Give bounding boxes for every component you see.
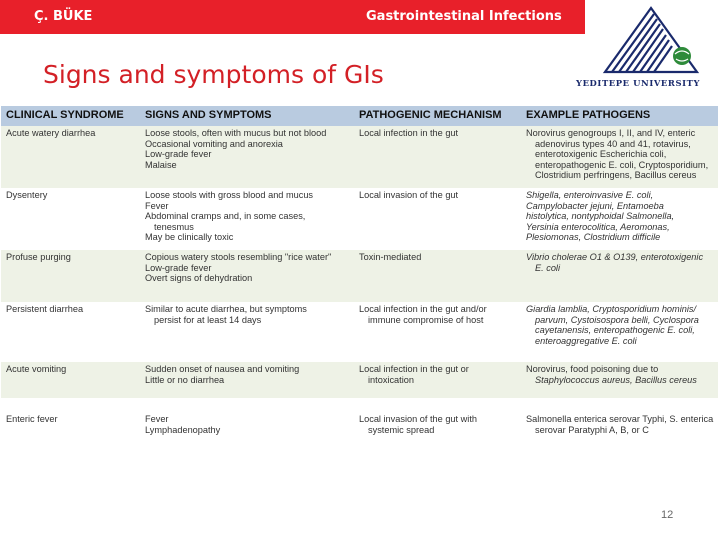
pathogens-cell (526, 128, 718, 181)
pathogens-cell (526, 364, 718, 385)
cell-line: Occasional vomiting and anorexia (145, 138, 283, 149)
cell-line: Plesiomonas, Clostridium difficile (526, 232, 661, 243)
cell-line: Loose stools, often with mucus but not blood (145, 128, 327, 138)
cell-line: Persistent diarrhea (6, 304, 84, 314)
header-pathogenic-mechanism: PATHOGENIC MECHANISM (359, 109, 502, 121)
table-row (1, 362, 718, 398)
globe-icon (673, 47, 691, 65)
cell-line: Local infection in the gut and/or (359, 304, 487, 314)
cell-line: Toxin-mediated (359, 252, 422, 262)
table-row (1, 250, 718, 302)
cell-line: enteroaggregative E. coli (535, 335, 637, 346)
logo-text: YEDITEPE UNIVERSITY (576, 78, 701, 88)
cell-line: Local infection in the gut or (359, 364, 469, 374)
mechanism-cell (359, 128, 519, 139)
syndrome-cell (6, 364, 142, 375)
syndrome-cell (6, 252, 142, 263)
cell-line: Shigella, enteroinvasive E. coli, (526, 190, 654, 200)
cell-line: Abdominal cramps and, in some cases, (145, 211, 306, 222)
signs-cell (145, 304, 355, 325)
table-row (1, 126, 718, 188)
cell-line: Sudden onset of nausea and vomiting (145, 364, 300, 374)
author-label: Ç. BÜKE (34, 9, 93, 24)
header-signs-symptoms: SIGNS AND SYMPTOMS (145, 109, 272, 121)
slide-title: Signs and symptoms of GIs (43, 60, 384, 89)
table-row (1, 412, 718, 442)
cell-line: Malaise (145, 159, 177, 170)
table-row (1, 188, 718, 250)
cell-line: Acute watery diarrhea (6, 128, 96, 138)
cell-line: Fever (145, 200, 169, 211)
cell-line: Overt signs of dehydration (145, 273, 253, 284)
cell-line: Campylobacter jejuni, Entamoeba (526, 200, 664, 211)
cell-line: Giardia lamblia, Cryptosporidium hominis/ (526, 304, 697, 314)
cell-line: Clostridium perfringens, Bacillus cereus (535, 170, 697, 181)
cell-line: Loose stools with gross blood and mucus (145, 190, 314, 200)
table-header (1, 106, 718, 126)
syndrome-cell (6, 190, 142, 201)
cell-line: Similar to acute diarrhea, but symptoms (145, 304, 307, 314)
cell-line: enteropathogenic E. coli, Cryptosporidium, (535, 159, 709, 170)
signs-cell (145, 414, 355, 435)
syndrome-cell (6, 128, 142, 139)
pathogens-cell (526, 190, 718, 243)
cell-line: Low-grade fever (145, 149, 212, 160)
cell-line: Dysentery (6, 190, 48, 200)
cell-line: intoxication (368, 374, 414, 385)
cell-line: persist for at least 14 days (154, 314, 262, 325)
cell-line: Fever (145, 414, 169, 424)
page-number: 12 (661, 509, 674, 521)
cell-line: tenesmus (154, 221, 194, 232)
signs-cell (145, 128, 355, 170)
cell-line: cayetanensis, enteropathogenic E. coli, (535, 325, 695, 336)
pathogens-cell (526, 304, 718, 346)
syndrome-cell (6, 414, 142, 425)
course-title: Gastrointestinal Infections (366, 9, 562, 24)
cell-line: enterotoxigenic Escherichia coli, (535, 149, 667, 160)
signs-cell (145, 252, 355, 284)
cell-line: Staphylococcus aureus, Bacillus cereus (535, 374, 697, 385)
cell-line: Little or no diarrhea (145, 374, 225, 385)
cell-line: Yersinia enterocolitica, Aeromonas, (526, 221, 670, 232)
table-row (1, 302, 718, 362)
cell-line: Salmonella enterica serovar Typhi, S. enterica (526, 414, 714, 424)
cell-line: serovar Paratyphi A, B, or C (535, 424, 649, 435)
mechanism-cell (359, 304, 519, 325)
signs-cell (145, 364, 355, 385)
cell-line: May be clinically toxic (145, 232, 234, 243)
cell-line: Local infection in the gut (359, 128, 459, 138)
cell-line: systemic spread (368, 424, 435, 435)
cell-line: Vibrio cholerae O1 & O139, enterotoxigenic (526, 252, 704, 262)
cell-line: Profuse purging (6, 252, 71, 262)
cell-line: parvum, Cystoisospora belli, Cyclospora (535, 314, 699, 325)
cell-line: adenovirus types 40 and 41, rotavirus, (535, 138, 691, 149)
mechanism-cell (359, 252, 519, 263)
cell-line: histolytica, nontyphoidal Salmonella, (526, 211, 675, 222)
cell-line: Lymphadenopathy (145, 424, 221, 435)
cell-line: Local invasion of the gut with (359, 414, 477, 424)
mechanism-cell (359, 364, 519, 385)
header-bar (0, 0, 585, 34)
syndrome-cell (6, 304, 142, 315)
cell-line: Low-grade fever (145, 262, 212, 273)
pathogens-cell (526, 414, 718, 435)
signs-cell (145, 190, 355, 243)
pathogens-cell (526, 252, 718, 273)
cell-line: E. coli (535, 262, 561, 273)
cell-line: Copious watery stools resembling "rice water" (145, 252, 332, 262)
header-example-pathogens: EXAMPLE PATHOGENS (526, 109, 651, 121)
cell-line: Local invasion of the gut (359, 190, 459, 200)
mechanism-cell (359, 414, 519, 435)
syndrome-table (1, 106, 718, 442)
cell-line: Enteric fever (6, 414, 58, 424)
cell-line: immune compromise of host (368, 314, 484, 325)
cell-line: Norovirus genogroups I, II, and IV, enteric (526, 128, 696, 138)
header-clinical-syndrome: CLINICAL SYNDROME (6, 109, 124, 121)
mechanism-cell (359, 190, 519, 201)
cell-line: Acute vomiting (6, 364, 67, 374)
cell-line: Norovirus, food poisoning due to (526, 364, 659, 374)
